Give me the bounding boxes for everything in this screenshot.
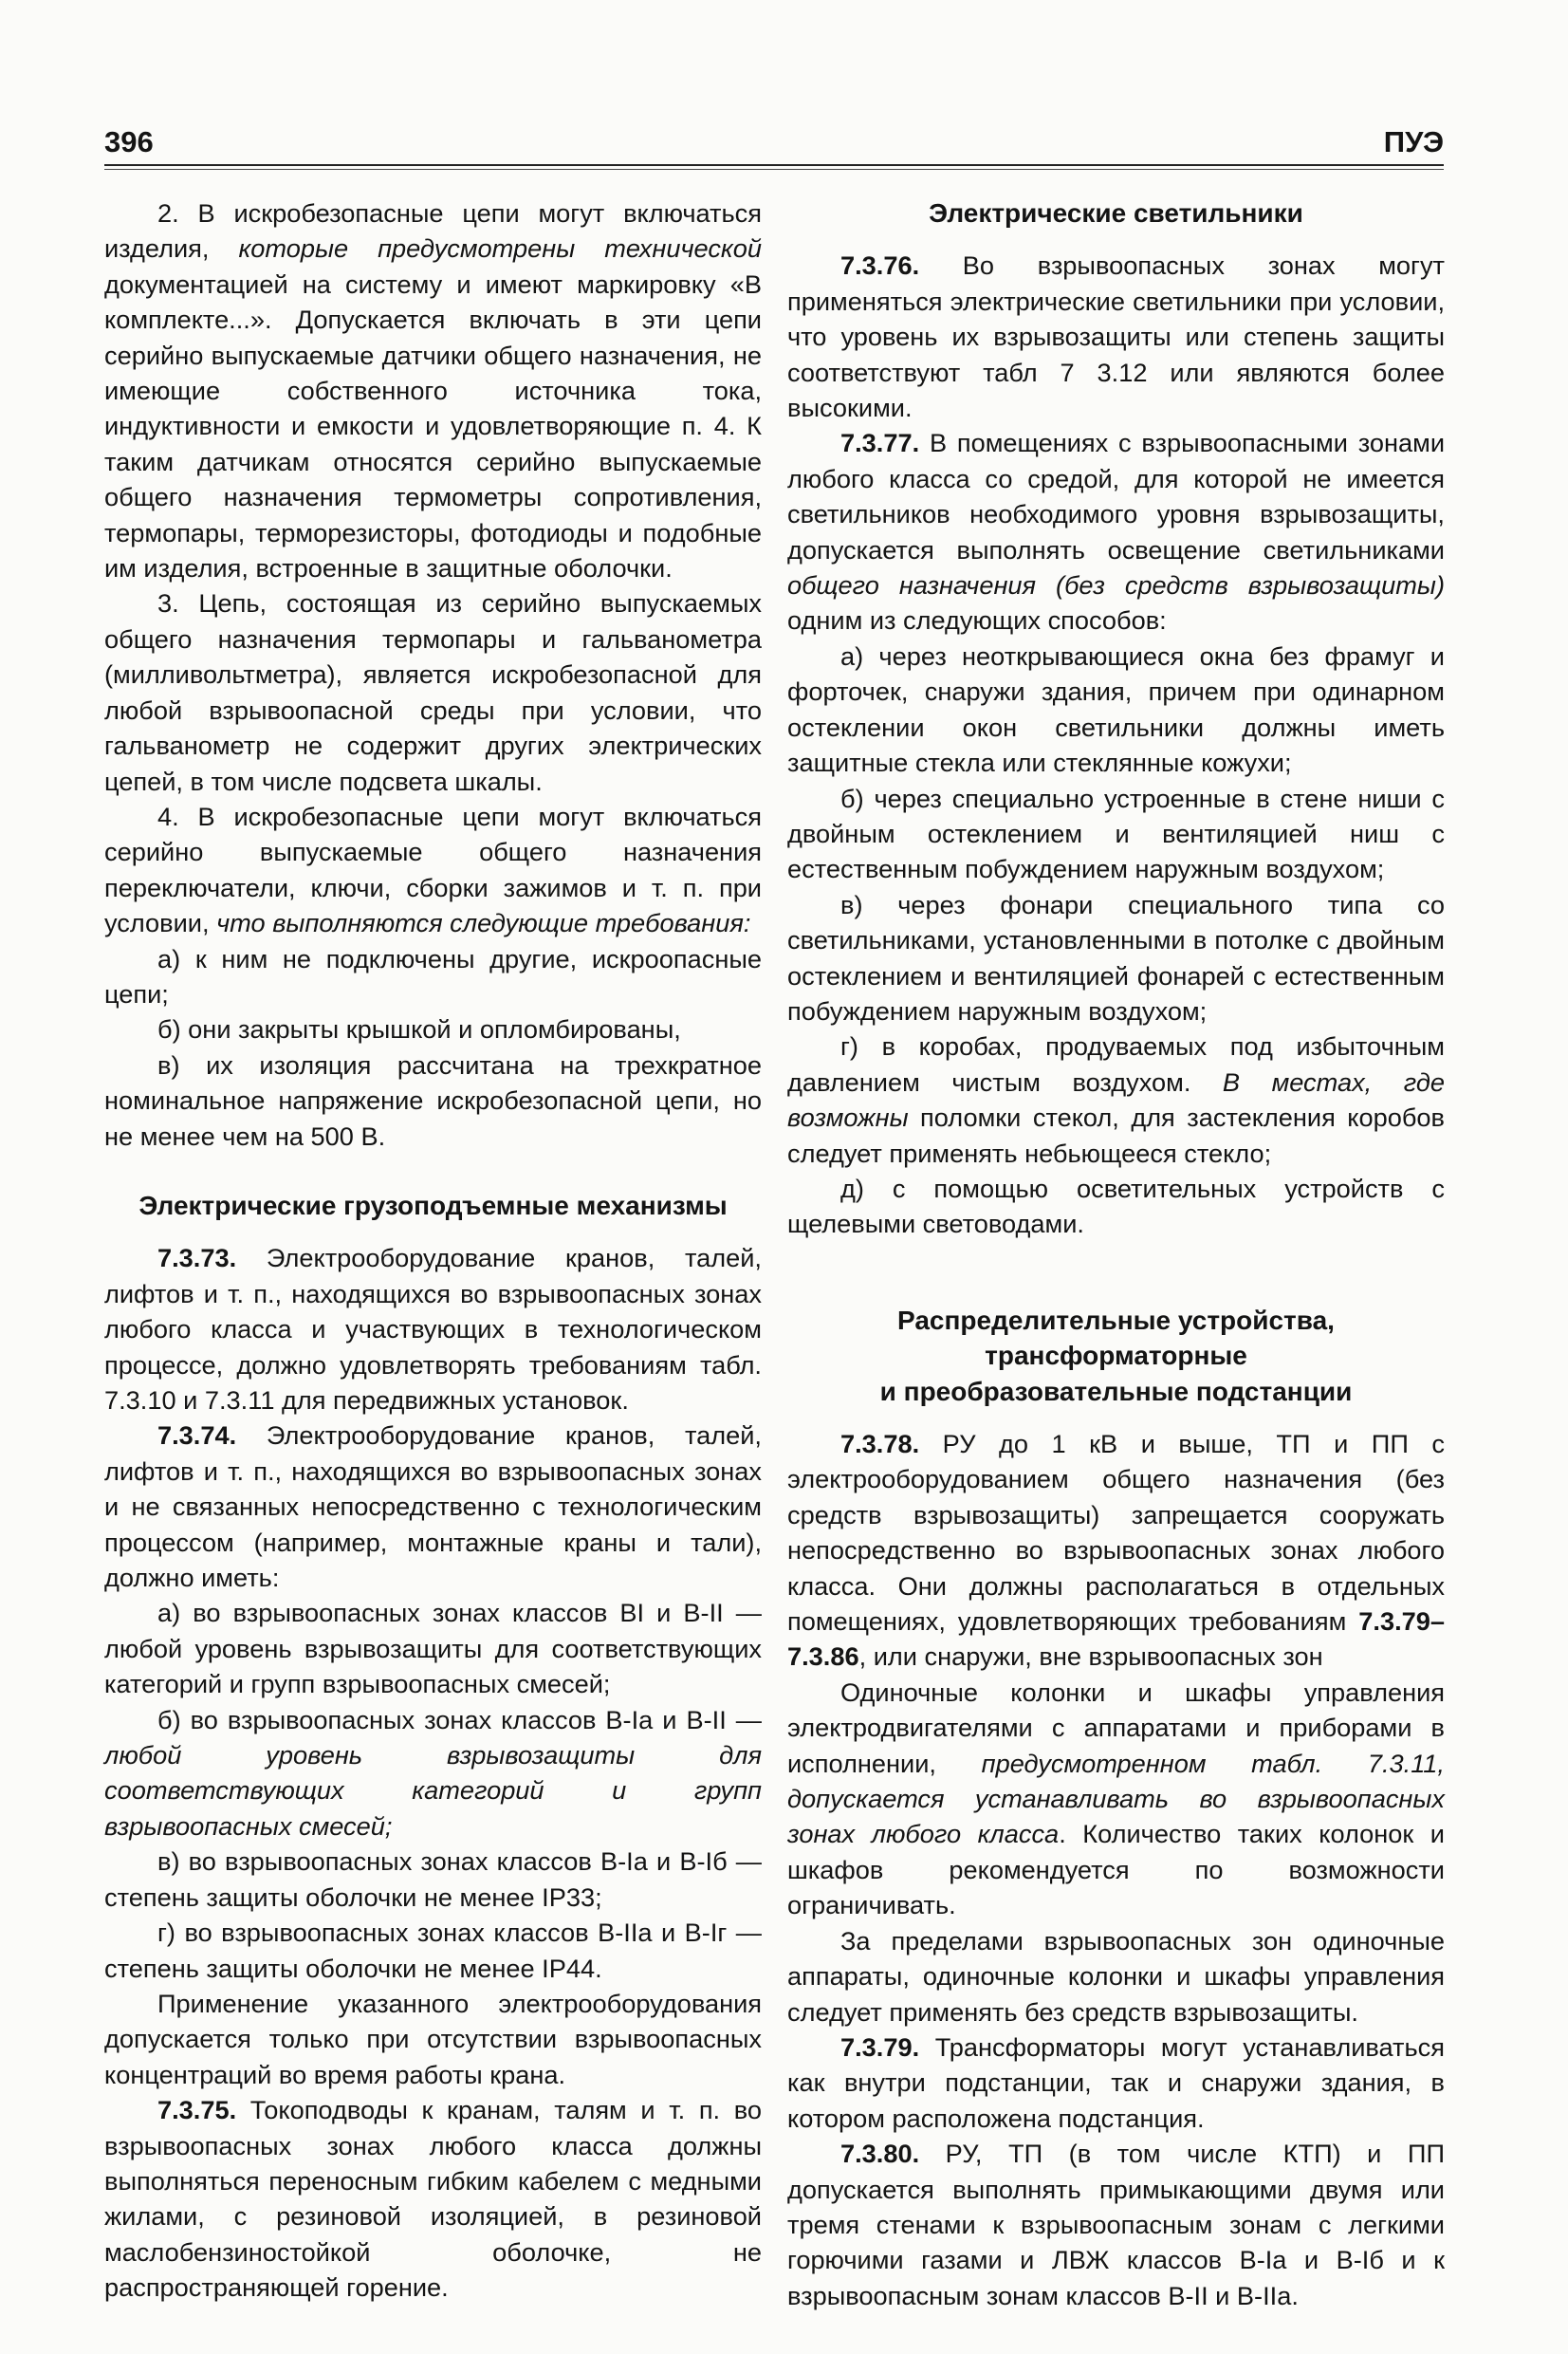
clause-7-3-74: 7.3.74. Электрооборудование кранов, талей, лифтов и т. п., находящихся во взрывоопасных зонах и не связанных непосредственно с технологическим процессом (например, монтажные краны и тали), должно иметь: (104, 1420, 762, 1593)
clause-7-3-80: 7.3.80. РУ, ТП (в том числе КТП) и ПП допускается выполнять примыкающими двумя или тремя стенами к взрывоопасным зонам с легкими горючими газами и ЛВЖ классов В-Ia и В-Iб и к взрывоопасным зонам классов В-II и В-IIa. (787, 2139, 1445, 2310)
clause-7-3-74-d: г) во взрывоопасных зонах классов В-IIa и В-Iг — степень защиты оболочки не менее IP44. (104, 1918, 762, 1983)
clause-7-3-76: 7.3.76. Во взрывоопасных зонах могут применяться электрические светильники при условии, что уровень их взрывозащиты или степень защиты соответствуют табл 7 3.12 или являются более высокими. (787, 250, 1445, 423)
left-column (104, 195, 762, 2306)
page-number: 396 (104, 125, 154, 158)
clause-7-3-74-c: в) во взрывоопасных зонах классов В-Ia и В-Iб — степень защиты оболочки не менее IP33; (104, 1846, 762, 1912)
section-heading-distribution-2: трансформаторные (985, 1341, 1247, 1371)
clause-7-3-77-d: г) в коробах, продуваемых под избыточным давлением чистым воздухом. В местах, где возможны поломки стекол, для застекления коробов следует применять небьющееся стекло; (787, 1031, 1445, 1168)
paragraph-item-4b: б) они закрыты крышкой и опломбированы, (157, 1014, 681, 1045)
clause-7-3-74-b: б) во взрывоопасных зонах классов В-Ia и В-II — любой уровень взрывозащиты для соответствующих категорий и групп взрывоопасных смесей; (104, 1704, 762, 1841)
clause-7-3-77: 7.3.77. В помещениях с взрывоопасными зонами любого класса со средой, для которой не имеется светильников необходимого уровня взрывозащиты, допускается выполнять освещение светильниками общего назначения (без средств взрывозащиты) одним из следующих способов: (787, 428, 1445, 636)
header-rule (104, 164, 1444, 166)
paragraph-item-2: 2. В искробезопасные цепи могут включаться изделия, которые предусмотрены технической документацией на систему и имеют маркировку «В комплекте...». Допускается включать в эти цепи серийно выпускаемые датчики общего назначения, не имеющие собственного источника тока, индуктивности и емкости и удовлетворяющие п. 4. К таким датчикам относятся серийно выпускаемые общего назначения термометры сопротивления, термопары, терморезисторы, фотодиоды и подобные им изделия, встроенные в защитные оболочки. (104, 198, 763, 584)
paragraph-item-3: 3. Цепь, состоящая из серийно выпускаемых общего назначения термопары и гальванометра (милливольтметра), является искробезопасной для любой взрывоопасной среды при условии, что гальванометр не содержит других электрических цепей, в том числе подсвета шкалы. (104, 588, 762, 796)
paragraph-outside-zones: За пределами взрывоопасных зон одиночные аппараты, одиночные колонки и шкафы управления следует применять без средств взрывозащиты. (787, 1925, 1445, 2027)
paragraph-item-4a: а) к ним не подключены другие, искроопасные цепи; (104, 943, 762, 1009)
paragraph-application: Применение указанного электрооборудования допускается только при отсутствии взрывоопасных концентраций во время работы крана. (104, 1988, 762, 2089)
clause-7-3-75: 7.3.75. Токоподводы к кранам, талям и т. п. во взрывоопасных зонах любого класса должны выполняться переносным гибким кабелем с медными жилами, с резиновой изоляцией, в резиновой маслобензиностойкой оболочке, не распространяющей горение. (104, 2095, 762, 2303)
clause-7-3-77-e: д) с помощью осветительных устройств с щелевыми световодами. (787, 1173, 1445, 1239)
section-heading-lifting: Электрические грузоподъемные механизмы (138, 1190, 728, 1220)
clause-7-3-77-b: б) через специально устроенные в стене ниши с двойным остеклением и вентиляцией ниш с естественным побуждением наружным воздухом; (787, 783, 1445, 884)
paragraph-item-4c: в) их изоляция рассчитана на трехкратное номинальное напряжение искробезопасной цепи, но не менее чем на 500 В. (104, 1049, 762, 1151)
running-title: ПУЭ (1383, 125, 1444, 158)
clause-7-3-74-a: а) во взрывоопасных зонах классов ВI и В-II — любой уровень взрывозащиты для соответствующих категорий и групп взрывоопасных смесей; (104, 1598, 762, 1699)
clause-7-3-73: 7.3.73. Электрооборудование кранов, талей, лифтов и т. п., находящихся во взрывоопасных зонах любого класса и участвующих в технологическом процессе, должно удовлетворять требованиям табл. 7.3.10 и 7.3.11 для передвижных установок. (104, 1243, 762, 1415)
header-rule-thin (104, 169, 1444, 170)
paragraph-single-columns: Одиночные колонки и шкафы управления электродвигателями с аппаратами и приборами в исполнении, предусмотренном табл. 7.3.11, допускается устанавливать во взрывоопасных зонах любого класса. Количество таких колонок и шкафов рекомендуется по возможности ограничивать. (787, 1677, 1445, 1920)
clause-7-3-78: 7.3.78. РУ до 1 кВ и выше, ТП и ПП с электрооборудованием общего назначения (без средств взрывозащиты) запрещается сооружать непосредственно во взрывоопасных зонах любого класса. Они должны располагаться в отдельных помещениях, удовлетворяющих требованиям 7.3.79–7.3.86, или снаружи, вне взрывоопасных зон (787, 1429, 1445, 1672)
clause-7-3-77-c: в) через фонари специального типа со светильниками, установленными в потолке с двойным остеклением и вентиляцией фонарей с естественным побуждением наружным воздухом; (787, 889, 1445, 1026)
paragraph-item-4: 4. В искробезопасные цепи могут включаться серийно выпускаемые общего назначения переключатели, ключи, сборки зажимов и т. п. при условии, что выполняются следующие требования: (104, 801, 762, 938)
clause-7-3-77-a: а) через неоткрывающиеся окна без фрамуг и форточек, снаружи здания, причем при одинарном остеклении окон светильники должны иметь защитные стекла или стеклянные кожухи; (787, 640, 1445, 778)
page-header (104, 112, 1444, 159)
clause-7-3-79: 7.3.79. Трансформаторы могут устанавливаться как внутри подстанции, так и снаружи здания, в котором расположена подстанция. (787, 2031, 1445, 2133)
right-column (787, 195, 1445, 2313)
section-heading-lamps: Электрические светильники (929, 198, 1303, 228)
section-heading-distribution-1: Распределительные устройства, (897, 1305, 1335, 1335)
section-heading-distribution-3: и преобразовательные подстанции (879, 1376, 1353, 1406)
